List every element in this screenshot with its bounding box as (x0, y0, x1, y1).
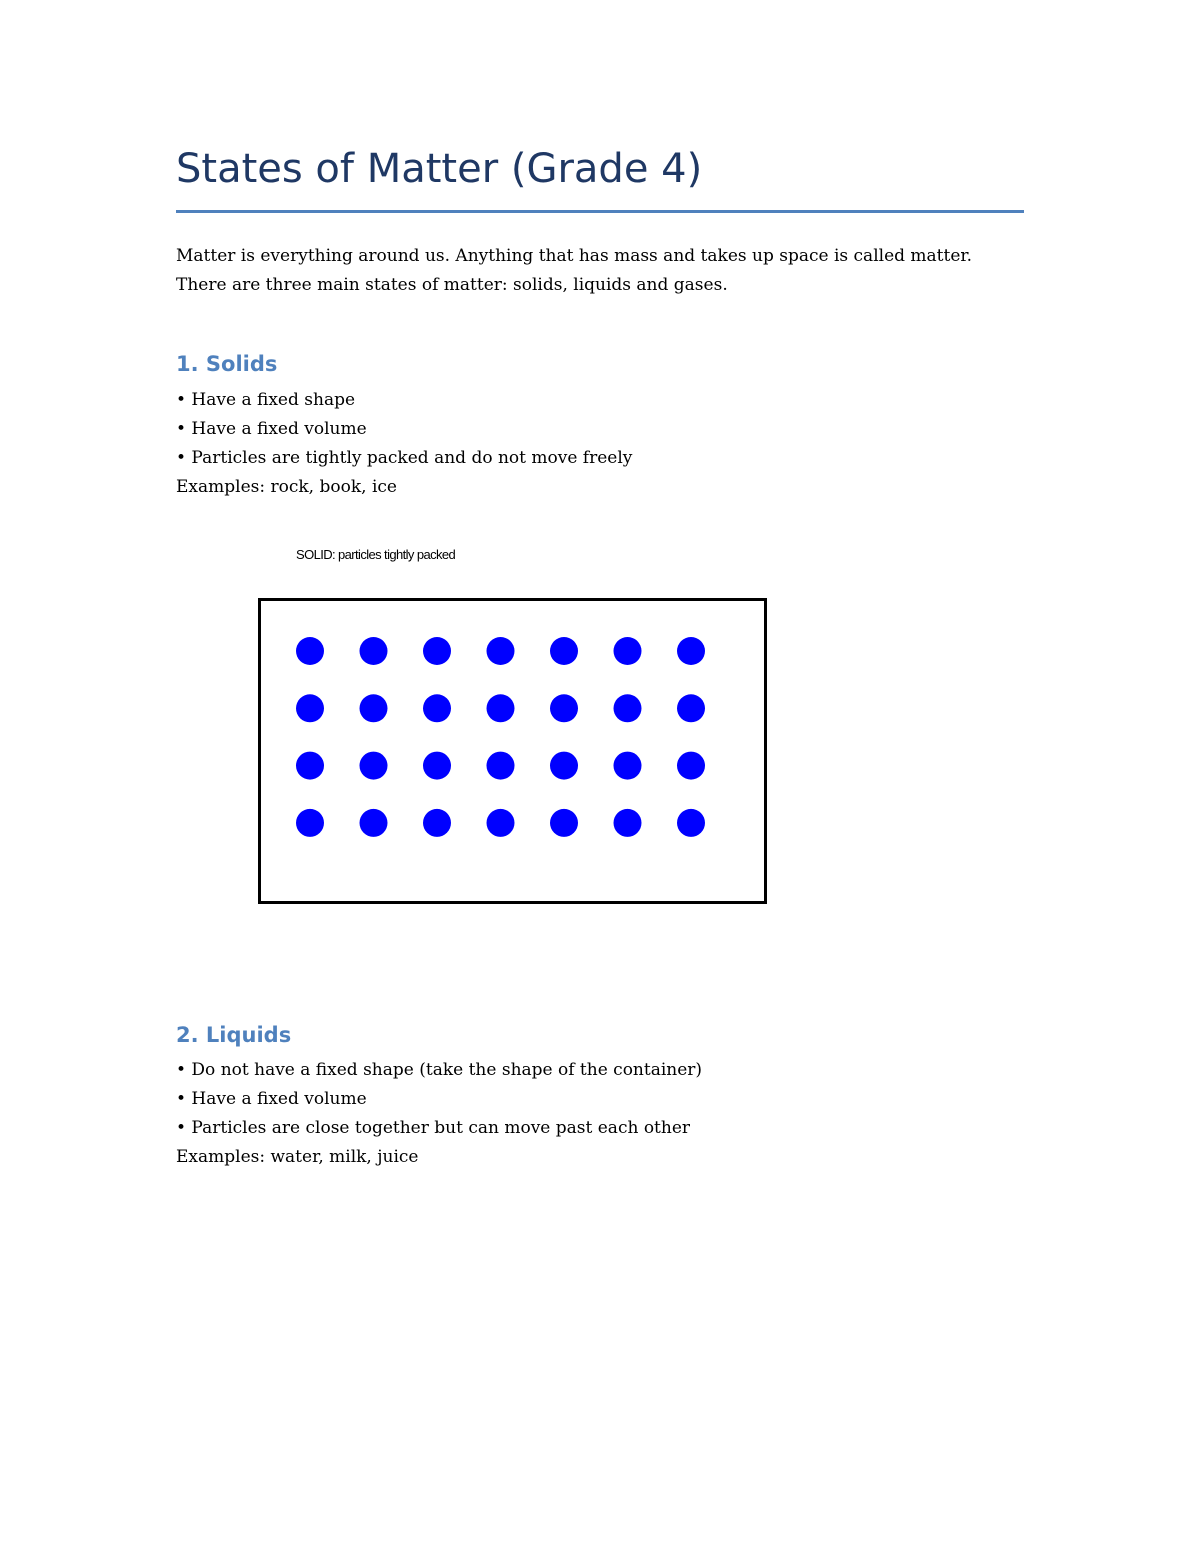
particle (550, 809, 578, 837)
title-underline (176, 210, 1024, 213)
particle (487, 694, 515, 722)
solids-bullet-list (176, 386, 632, 502)
solid-particles-diagram (258, 598, 768, 906)
diagram-caption: SOLID: particles tightly packed (296, 547, 456, 562)
list-item: • Have a fixed volume (176, 419, 367, 439)
particle (677, 694, 705, 722)
particle (677, 637, 705, 665)
section-heading-solids: 1. Solids (176, 352, 278, 376)
particle (614, 694, 642, 722)
particle (296, 752, 324, 780)
intro-line-2: There are three main states of matter: solids, liquids and gases. (176, 275, 728, 295)
list-item: • Have a fixed volume (176, 1089, 367, 1109)
list-item: • Have a fixed shape (176, 390, 356, 410)
particle (360, 752, 388, 780)
particle (360, 809, 388, 837)
particle (296, 809, 324, 837)
particle (614, 752, 642, 780)
particle (296, 637, 324, 665)
particle (550, 752, 578, 780)
particle (550, 637, 578, 665)
particle (487, 809, 515, 837)
particle (487, 752, 515, 780)
particle (677, 752, 705, 780)
liquids-examples: Examples: water, milk, juice (176, 1147, 419, 1167)
list-item: • Particles are close together but can move past each other (176, 1118, 691, 1138)
particle (360, 694, 388, 722)
particle (550, 694, 578, 722)
liquids-bullet-list (176, 1056, 702, 1172)
particle (360, 637, 388, 665)
list-item: • Do not have a fixed shape (take the shape of the container) (176, 1060, 703, 1080)
solids-examples: Examples: rock, book, ice (176, 477, 397, 497)
particle (423, 752, 451, 780)
document-title: States of Matter (Grade 4) (176, 146, 703, 192)
section-heading-liquids: 2. Liquids (176, 1023, 292, 1047)
particle (677, 809, 705, 837)
particle (423, 694, 451, 722)
particle (423, 809, 451, 837)
list-item: • Particles are tightly packed and do not move freely (176, 448, 633, 468)
particle (614, 809, 642, 837)
particle (296, 694, 324, 722)
intro-line-1: Matter is everything around us. Anything that has mass and takes up space is called matter. (176, 246, 973, 266)
particle (423, 637, 451, 665)
particle (614, 637, 642, 665)
particle (487, 637, 515, 665)
